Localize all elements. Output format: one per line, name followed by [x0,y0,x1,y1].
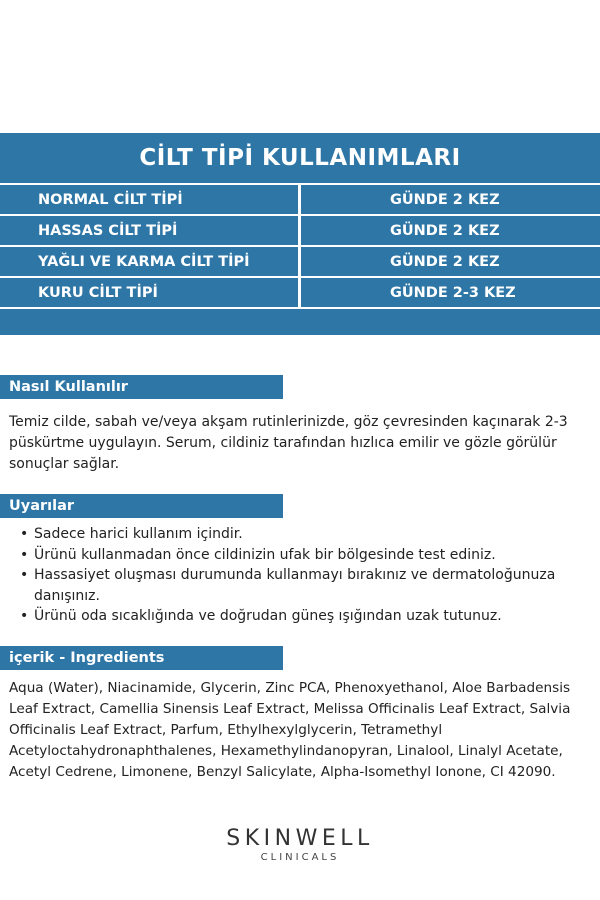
ingredients-text: Aqua (Water), Niacinamide, Glycerin, Zinc PCA, Phenoxyethanol, Aloe Barbadensis Leaf Extract, Camellia Sinensis Leaf Extract, Melissa Officinalis Leaf Extract, Salvia Officinalis Leaf Extract, Parfum, Ethylhexylglycerin, Tetramethyl Acetyloctahydronaphthalenes, Hexamethylindanopyran, Linalool, Linalyl Acetate, Acetyl Cedrene, Limonene, Benzyl Salicylate, Alpha-Isomethyl Ionone, CI 42090. [9,680,571,780]
brand-logo-subtitle: CLINICALS [260,852,340,863]
skin-type-cell: YAĞLI VE KARMA CİLT TİPİ [38,254,250,270]
frequency-cell: GÜNDE 2 KEZ [390,223,500,239]
table-column-divider [298,183,301,307]
skin-type-cell: KURU CİLT TİPİ [38,285,158,301]
list-item: • Ürünü oda sıcaklığında ve doğrudan güneş ışığından uzak tutunuz. [20,606,590,627]
list-item: • Ürünü kullanmadan önce cildinizin ufak bir bölgesinde test ediniz. [20,545,590,566]
table-title: CİLT TİPİ KULLANIMLARI [139,145,461,171]
frequency-cell: GÜNDE 2 KEZ [390,192,500,208]
how-to-use-heading: Nasıl Kullanılır [0,375,283,399]
list-item: • Hassasiyet oluşması durumunda kullanmayı bırakınız ve dermatoloğunuza danışınız. [20,567,556,604]
brand-logo-name: SKINWELL [226,826,374,851]
list-item: • Sadece harici kullanım içindir. [20,524,590,545]
frequency-cell: GÜNDE 2 KEZ [390,254,500,270]
bullet-icon: • [20,546,29,563]
ingredients-heading: içerik - Ingredients [0,646,283,670]
skin-type-cell: HASSAS CİLT TİPİ [38,223,178,239]
warnings-heading: Uyarılar [0,494,283,518]
how-to-use-text: Temiz cilde, sabah ve/veya akşam rutinlerinizde, göz çevresinden kaçınarak 2-3 püskürtme uygulayın. Serum, cildiniz tarafından hızlıca emilir ve gözle görülür sonuçlar sağlar. [9,414,568,472]
skin-type-cell: NORMAL CİLT TİPİ [38,192,183,208]
frequency-cell: GÜNDE 2-3 KEZ [390,285,516,301]
bullet-icon: • [20,567,29,583]
bullet-icon: • [20,608,29,624]
bullet-icon: • [20,526,29,542]
table-divider [0,307,600,317]
warnings-list [20,524,590,627]
skin-type-usage-table [0,133,600,335]
